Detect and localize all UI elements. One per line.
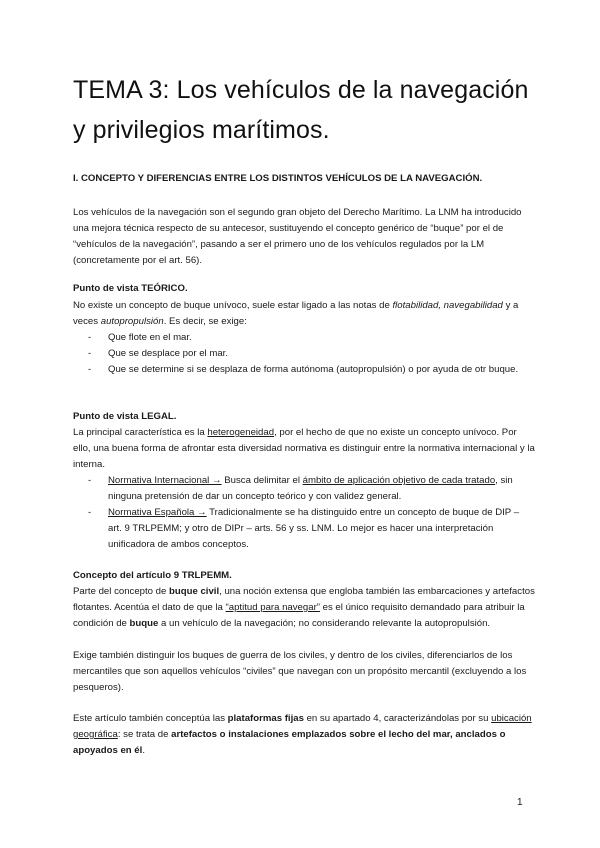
list-item: - Que se desplace por el mar.: [88, 346, 528, 362]
art-p3-plataformas: plataformas fijas: [227, 713, 304, 724]
articulo-paragraph-1: [73, 584, 535, 632]
art-p3-d: : se trata de: [117, 729, 172, 740]
art-p3-artefactos: artefactos o instalaciones emplazados sobre el lecho del mar, anclados o apoyados en él: [73, 729, 506, 756]
teorico-heading: Punto de vista TEÓRICO.: [73, 283, 188, 294]
list-item: [88, 505, 528, 553]
legal-text-a: La principal característica es la: [73, 427, 208, 438]
list-item: [88, 473, 528, 505]
art-p1-c: , una noción extensa que engloba también las embarcaciones y artefactos flotantes. Acentúa el dato de que la: [73, 586, 535, 613]
normativa-internacional-label: Normativa Internacional →: [108, 475, 222, 486]
legal-heading: Punto de vista LEGAL.: [73, 411, 177, 422]
teorico-list: [88, 330, 528, 378]
item2-text: Tradicionalmente se ha distinguido entre un concepto de buque de DIP – art. 9 TRLPEMM; y otro de DIPr – arts. 56 y ss. LNM. Lo mejor es hacer una interpretación unificadora de ambos conceptos.: [108, 507, 520, 550]
art-p1-e: a un vehículo de la navegación; no considerando relevante la autopropulsión.: [158, 618, 491, 629]
teorico-text-b: y a veces: [73, 300, 519, 327]
teorico-autopropulsion: autopropulsión: [100, 316, 164, 327]
intro-paragraph: Los vehículos de la navegación son el segundo gran objeto del Derecho Marítimo. La LNM ha introducido una mejora técnica respecto de su antecesor, sustituyendo el concepto genérico de “buque” por el de “vehículos de la navegación”, pasando a ser el primero uno de los vehículos regulados por la LM (concretamente por el art. 56).: [73, 207, 522, 266]
list-item: - Que se determine si se desplaza de forma autónoma (autopropulsión) o por ayuda de otr buque.: [88, 362, 528, 378]
art-p3-ubicacion: ubicación geográfica: [73, 713, 532, 740]
articulo-paragraph-2: Exige también distinguir los buques de guerra de los civiles, y dentro de los civiles, diferenciarlos de los mercantiles que son aquellos vehículos “civiles” que navegan con un propósito mercantil (excluyendo a los pesqueros).: [73, 650, 527, 693]
art-p3-e: .: [142, 745, 145, 756]
articulo-heading: Concepto del artículo 9 TRLPEMM.: [73, 570, 232, 581]
art-p1-buque: buque: [129, 618, 159, 629]
legal-list: [88, 473, 528, 553]
item1-text-b: , sin ninguna pretensión de dar un concepto teórico y con validez general.: [108, 475, 513, 502]
legal-text-b: , por el hecho de que no existe un concepto unívoco. Por ello, una buena forma de afrontar esta diversidad normativa es distinguir entre la normativa internacional y la interna.: [73, 427, 535, 470]
item1-underlined: ámbito de aplicación objetivo de cada tratado: [302, 475, 496, 486]
teorico-text-a: No existe un concepto de buque unívoco, suele estar ligado a las notas de: [73, 300, 393, 311]
list-item: - Que flote en el mar.: [88, 330, 528, 346]
art-p1-d: es el único requisito demandado para atribuir la condición de: [73, 602, 525, 629]
legal-paragraph: [73, 425, 535, 473]
teorico-text-c: . Es decir, se exige:: [163, 316, 247, 327]
art-p3-c: en su apartado 4, caracterizándolas por su: [303, 713, 492, 724]
art-p1-buque-civil: buque civil: [169, 586, 220, 597]
art-p1-a: Parte del concepto de: [73, 586, 170, 597]
item1-text-a: Busca delimitar el: [221, 475, 303, 486]
normativa-espanola-label: Normativa Española →: [108, 507, 207, 518]
teorico-paragraph: [73, 298, 535, 330]
art-p3-a: Este artículo también conceptúa las: [73, 713, 228, 724]
teorico-flotabilidad: flotabilidad, navegabilidad: [392, 300, 503, 311]
articulo-paragraph-3: [73, 711, 535, 759]
art-p1-aptitud: “aptitud para navegar”: [225, 602, 320, 613]
section-heading: I. CONCEPTO Y DIFERENCIAS ENTRE LOS DISTINTOS VEHÍCULOS DE LA NAVEGACIÓN.: [73, 173, 483, 184]
page-number: 1: [517, 797, 523, 808]
legal-heterogeneidad: heterogeneidad: [207, 427, 275, 438]
page-title: TEMA 3: Los vehículos de la navegación y privilegios marítimos.: [73, 76, 529, 144]
